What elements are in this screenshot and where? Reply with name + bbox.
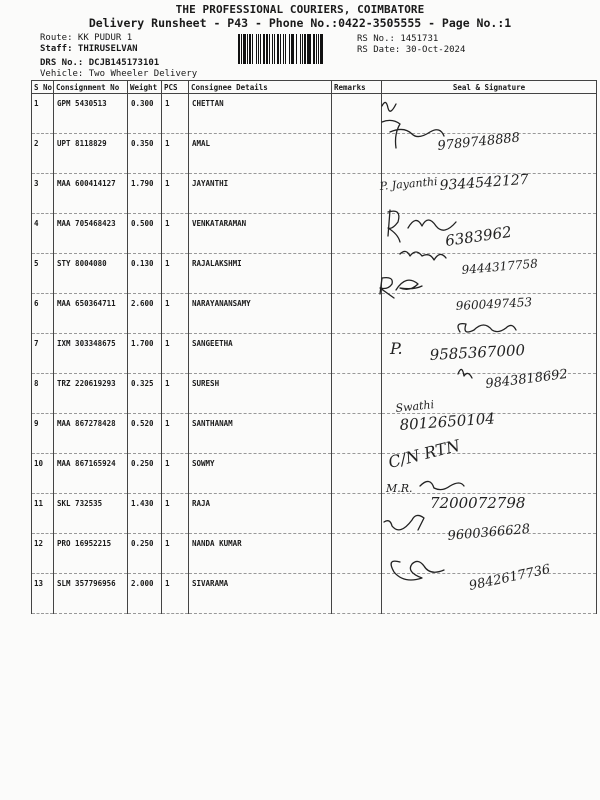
- cell-weight: 0.250: [128, 454, 162, 494]
- cell-consignee: NANDA KUMAR: [189, 534, 332, 574]
- cell-consignee: JAYANTHI: [189, 174, 332, 214]
- handwritten-phone: 9843818692: [484, 367, 569, 392]
- cell-pcs: 1: [162, 94, 189, 134]
- cell-pcs: 1: [162, 294, 189, 334]
- cell-sno: 2: [32, 134, 54, 174]
- rs-date: RS Date: 30-Oct-2024: [357, 45, 466, 55]
- cell-remarks: [332, 534, 382, 574]
- cell-consignee: SURESH: [189, 374, 332, 414]
- cell-signature: [382, 574, 597, 614]
- cell-weight: 1.790: [128, 174, 162, 214]
- cell-consignee: SANTHANAM: [189, 414, 332, 454]
- cell-pcs: 1: [162, 374, 189, 414]
- table-row: [32, 454, 597, 494]
- cell-pcs: 1: [162, 134, 189, 174]
- cell-consignee: RAJALAKSHMI: [189, 254, 332, 294]
- cell-pcs: 1: [162, 254, 189, 294]
- cell-signature: [382, 254, 597, 294]
- cell-remarks: [332, 454, 382, 494]
- cell-consignment-no: MAA 650364711: [54, 294, 128, 334]
- cell-consignee: VENKATARAMAN: [189, 214, 332, 254]
- handwritten-name: Swathi: [394, 398, 435, 415]
- cell-remarks: [332, 254, 382, 294]
- staff-label: Staff: THIRUSELVAN: [40, 44, 138, 54]
- cell-consignee: SIVARAMA: [189, 574, 332, 614]
- cell-signature: [382, 334, 597, 374]
- cell-pcs: 1: [162, 574, 189, 614]
- cell-sno: 12: [32, 534, 54, 574]
- cell-consignment-no: SKL 732535: [54, 494, 128, 534]
- cell-consignment-no: MAA 867278428: [54, 414, 128, 454]
- table-row: [32, 214, 597, 254]
- table-row: [32, 134, 597, 174]
- cell-consignment-no: MAA 705468423: [54, 214, 128, 254]
- cell-weight: 0.300: [128, 94, 162, 134]
- cell-sno: 3: [32, 174, 54, 214]
- cell-consignment-no: STY 8004080: [54, 254, 128, 294]
- cell-weight: 0.350: [128, 134, 162, 174]
- runsheet-subtitle: Delivery Runsheet - P43 - Phone No.:0422-3505555 - Page No.:1: [88, 16, 512, 30]
- cell-sno: 6: [32, 294, 54, 334]
- table-row: [32, 574, 597, 614]
- col-header-weight: Weight: [128, 81, 162, 94]
- table-row: [32, 94, 597, 134]
- handwritten-note: C/N RTN: [386, 435, 462, 472]
- cell-weight: 2.600: [128, 294, 162, 334]
- handwritten-phone: 9600366628: [447, 521, 531, 544]
- company-title: THE PROFESSIONAL COURIERS, COIMBATORE: [175, 3, 425, 16]
- table-row: [32, 534, 597, 574]
- cell-remarks: [332, 214, 382, 254]
- cell-sno: 4: [32, 214, 54, 254]
- cell-remarks: [332, 494, 382, 534]
- table-row: [32, 494, 597, 534]
- cell-weight: 0.520: [128, 414, 162, 454]
- handwritten-phone: 9585367000: [429, 341, 526, 364]
- cell-weight: 1.700: [128, 334, 162, 374]
- cell-weight: 1.430: [128, 494, 162, 534]
- handwritten-phone: 7200072798: [430, 494, 526, 512]
- handwritten-phone: 9444317758: [461, 256, 539, 277]
- cell-pcs: 1: [162, 414, 189, 454]
- handwritten-phone: 9600497453: [455, 295, 533, 313]
- cell-consignee: SOWMY: [189, 454, 332, 494]
- cell-pcs: 1: [162, 214, 189, 254]
- cell-sno: 11: [32, 494, 54, 534]
- cell-signature: [382, 454, 597, 494]
- route-label: Route: KK PUDUR 1: [40, 33, 133, 43]
- col-header-pcs: PCS: [162, 81, 189, 94]
- cell-consignee: AMAL: [189, 134, 332, 174]
- handwritten-phone: 9344542127: [439, 171, 530, 194]
- cell-pcs: 1: [162, 494, 189, 534]
- cell-signature: [382, 374, 597, 414]
- cell-consignment-no: SLM 357796956: [54, 574, 128, 614]
- handwritten-phone: 9789748888: [436, 130, 521, 154]
- cell-pcs: 1: [162, 334, 189, 374]
- cell-remarks: [332, 414, 382, 454]
- cell-consignment-no: MAA 600414127: [54, 174, 128, 214]
- handwritten-name: M.R.: [386, 482, 413, 495]
- cell-signature: [382, 414, 597, 454]
- cell-consignment-no: UPT 8118829: [54, 134, 128, 174]
- col-header-remarks: Remarks: [332, 81, 382, 94]
- cell-pcs: 1: [162, 174, 189, 214]
- cell-sno: 9: [32, 414, 54, 454]
- handwritten-phone: 6383962: [444, 222, 513, 250]
- cell-sno: 8: [32, 374, 54, 414]
- cell-weight: 0.130: [128, 254, 162, 294]
- cell-sno: 5: [32, 254, 54, 294]
- cell-consignment-no: PRO 16952215: [54, 534, 128, 574]
- cell-remarks: [332, 294, 382, 334]
- col-header-signature: Seal & Signature: [382, 81, 597, 94]
- cell-remarks: [332, 94, 382, 134]
- cell-remarks: [332, 374, 382, 414]
- cell-weight: 0.325: [128, 374, 162, 414]
- signature-initial: P.: [390, 339, 403, 358]
- cell-sno: 1: [32, 94, 54, 134]
- drs-number: DRS No.: DCJB145173101: [40, 58, 160, 68]
- cell-consignment-no: IXM 303348675: [54, 334, 128, 374]
- cell-signature: [382, 171, 597, 214]
- cell-remarks: [332, 334, 382, 374]
- cell-sno: 10: [32, 454, 54, 494]
- cell-remarks: [332, 574, 382, 614]
- handwritten-phone: 9842617736: [467, 562, 552, 594]
- col-header-consignment: Consignment No: [54, 81, 128, 94]
- cell-remarks: [332, 174, 382, 214]
- cell-sno: 13: [32, 574, 54, 614]
- cell-signature: [382, 134, 597, 174]
- cell-consignee: NARAYANANSAMY: [189, 294, 332, 334]
- cell-pcs: 1: [162, 534, 189, 574]
- cell-signature: [382, 534, 597, 574]
- cell-consignment-no: MAA 867165924: [54, 454, 128, 494]
- col-header-consignee: Consignee Details: [189, 81, 332, 94]
- vehicle-label: Vehicle: Two Wheeler Delivery: [40, 69, 198, 79]
- cell-consignee: SANGEETHA: [189, 334, 332, 374]
- table-row: [32, 254, 597, 294]
- handwritten-name: P. Jayanthi: [379, 174, 439, 193]
- rs-number: RS No.: 1451731: [357, 34, 439, 44]
- handwritten-phone: 8012650104: [399, 409, 496, 434]
- runsheet-table: [31, 80, 596, 614]
- table-row: [32, 334, 597, 374]
- col-header-sno: S No: [32, 81, 54, 94]
- table-row: [32, 174, 597, 214]
- table-header-row: [32, 81, 597, 94]
- cell-weight: 2.000: [128, 574, 162, 614]
- table-row: [32, 414, 597, 454]
- cell-consignee: RAJA: [189, 494, 332, 534]
- table-row: [32, 374, 597, 414]
- table-row: [32, 294, 597, 334]
- cell-signature: [382, 294, 597, 334]
- cell-remarks: [332, 134, 382, 174]
- cell-consignment-no: TRZ 220619293: [54, 374, 128, 414]
- cell-signature: [382, 214, 597, 254]
- cell-consignee: CHETTAN: [189, 94, 332, 134]
- cell-signature: [382, 494, 597, 534]
- cell-sno: 7: [32, 334, 54, 374]
- barcode: [238, 34, 350, 64]
- cell-weight: 0.500: [128, 214, 162, 254]
- cell-pcs: 1: [162, 454, 189, 494]
- cell-signature: [382, 94, 597, 134]
- cell-consignment-no: GPM 5430513: [54, 94, 128, 134]
- cell-weight: 0.250: [128, 534, 162, 574]
